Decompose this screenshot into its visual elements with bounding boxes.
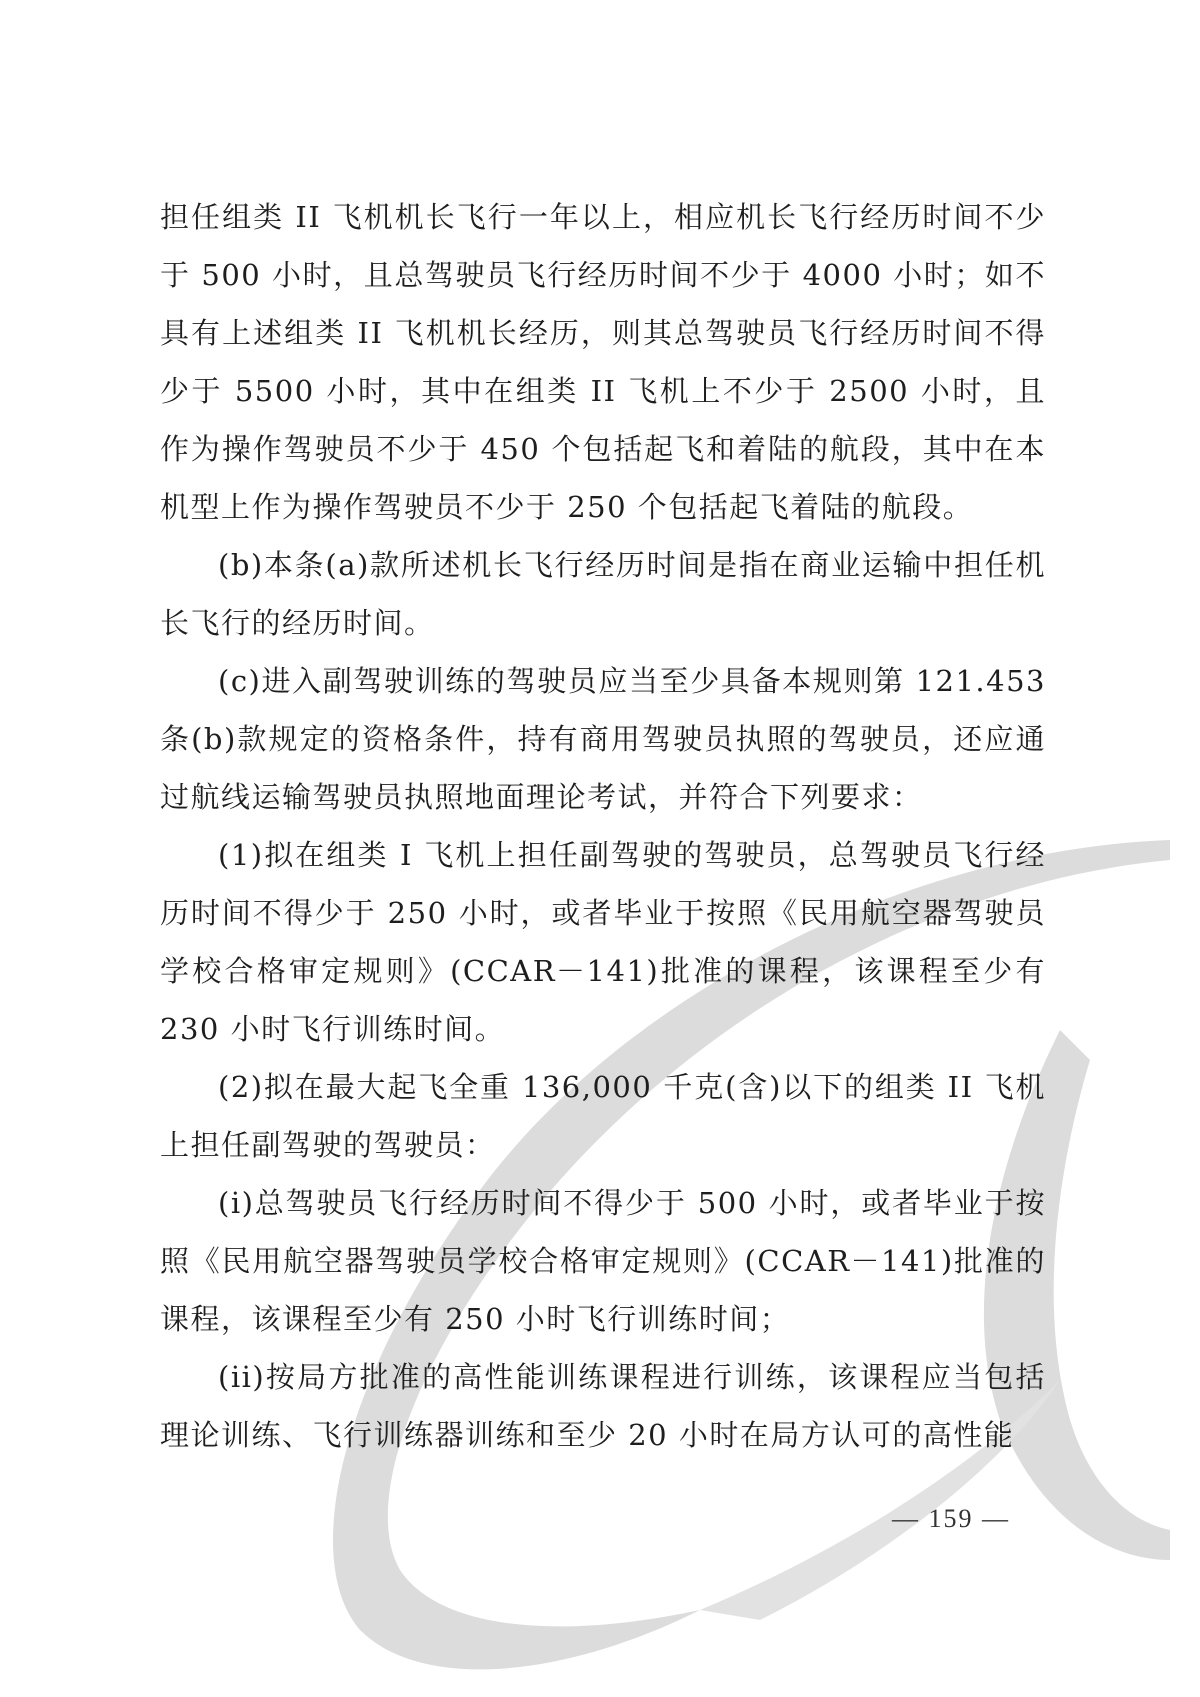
paragraph-1: 担任组类 II 飞机机长飞行一年以上，相应机长飞行经历时间不少于 500 小时，且总驾驶员飞行经历时间不少于 4000 小时；如不具有上述组类 II 飞机机长经历，则其总驾驶员飞行经历时间不得少于 5500 小时，其中在组类 II 飞机上不少于 2500 小时，且作为操作驾驶员不少于 450 个包括起飞和着陆的航段，其中在本机型上作为操作驾驶员不少于 250 个包括起飞着陆的航段。 [160, 200, 1046, 524]
document-body [160, 188, 1046, 1464]
paragraph-4: (1)拟在组类 I 飞机上担任副驾驶的驾驶员，总驾驶员飞行经历时间不得少于 250 小时，或者毕业于按照《民用航空器驾驶员学校合格审定规则》(CCAR－141)批准的课程，该课程至少有 230 小时飞行训练时间。 [160, 838, 1046, 1046]
paragraph-6: (i)总驾驶员飞行经历时间不得少于 500 小时，或者毕业于按照《民用航空器驾驶员学校合格审定规则》(CCAR－141)批准的课程，该课程至少有 250 小时飞行训练时间； [160, 1186, 1046, 1336]
paragraph-7: (ii)按局方批准的高性能训练课程进行训练，该课程应当包括理论训练、飞行训练器训练和至少 20 小时在局方认可的高性能 [160, 1360, 1046, 1452]
paragraph-2: (b)本条(a)款所述机长飞行经历时间是指在商业运输中担任机长飞行的经历时间。 [160, 548, 1046, 640]
page-number: — 159 — [892, 1504, 1010, 1533]
paragraph-3: (c)进入副驾驶训练的驾驶员应当至少具备本规则第 121.453 条(b)款规定的资格条件，持有商用驾驶员执照的驾驶员，还应通过航线运输驾驶员执照地面理论考试，并符合下列要求： [160, 664, 1046, 814]
paragraph-5: (2)拟在最大起飞全重 136,000 千克(含)以下的组类 II 飞机上担任副驾驶的驾驶员： [160, 1070, 1046, 1162]
